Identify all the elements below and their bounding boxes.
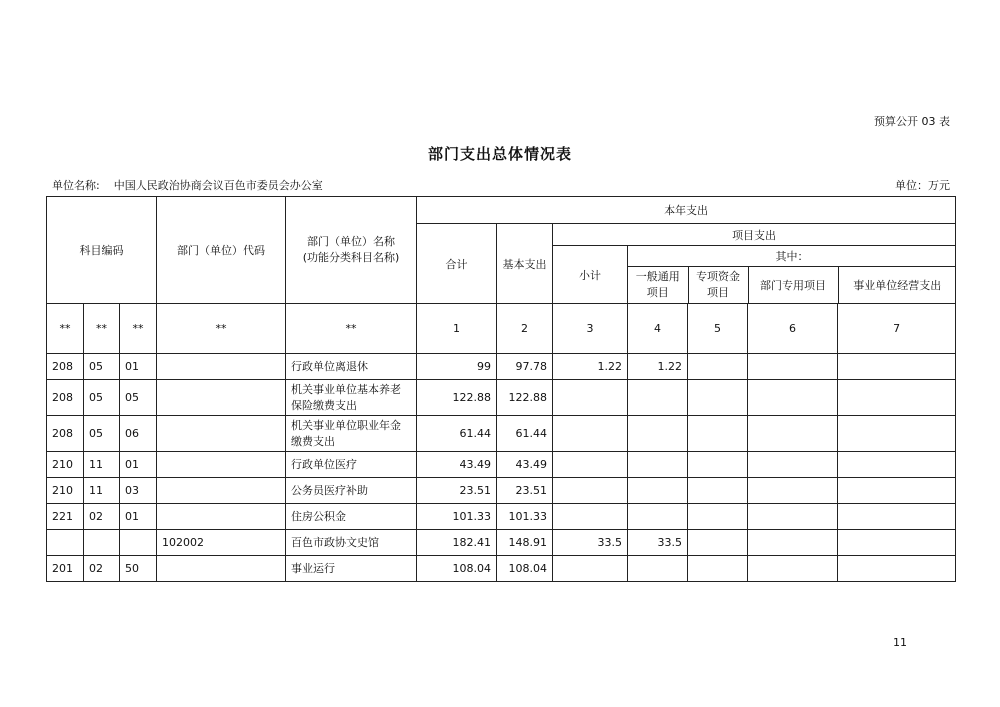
- table-row: [47, 478, 956, 504]
- column-number: 5: [688, 304, 748, 354]
- dept-name-cell: 公务员医疗补助: [286, 478, 417, 504]
- dept-name-cell: 行政单位离退休: [286, 354, 417, 380]
- dept-code-cell: [157, 416, 286, 452]
- business-cell: [838, 504, 956, 530]
- page-title: 部门支出总体情况表: [427, 145, 572, 163]
- subject-subitem-cell: [120, 530, 157, 556]
- total-cell: 101.33: [417, 504, 497, 530]
- money-unit: 单位：万元: [895, 179, 950, 192]
- header-dept-name-line1: 部门（单位）名称: [307, 235, 396, 248]
- header-general-line1: 一般通用: [635, 269, 680, 283]
- subtotal-cell: 33.5: [553, 530, 628, 556]
- dept-name-cell: 住房公积金: [286, 504, 417, 530]
- dept-name-cell: 行政单位医疗: [286, 452, 417, 478]
- dept-code-cell: [157, 354, 286, 380]
- basic-cell: 23.51: [497, 478, 553, 504]
- subject-item-cell: 05: [84, 354, 120, 380]
- subject-item-cell: 02: [84, 556, 120, 582]
- business-cell: [838, 416, 956, 452]
- dept-code-cell: [157, 556, 286, 582]
- general-project-cell: 33.5: [628, 530, 688, 556]
- general-project-cell: [628, 556, 688, 582]
- header-special-line2: 项目: [707, 285, 730, 299]
- subject-item-cell: 05: [84, 416, 120, 452]
- unit-name-label: 单位名称:: [52, 179, 100, 192]
- header-subject-code: 科目编码: [47, 197, 157, 304]
- subject-item-cell: [84, 530, 120, 556]
- dept-special-cell: [748, 556, 838, 582]
- basic-cell: 61.44: [497, 416, 553, 452]
- general-project-cell: [628, 504, 688, 530]
- header-dept-name-line2: (功能分类科目名称): [302, 251, 400, 264]
- general-project-cell: [628, 478, 688, 504]
- special-fund-cell: [688, 452, 748, 478]
- table-row: [47, 504, 956, 530]
- dept-name-cell: 机关事业单位职业年金缴费支出: [286, 416, 417, 452]
- header-special-fund: [688, 266, 748, 303]
- basic-cell: 122.88: [497, 380, 553, 416]
- subtotal-cell: [553, 380, 628, 416]
- column-number: 6: [748, 304, 838, 354]
- subject-item-cell: 05: [84, 380, 120, 416]
- subject-item-cell: 11: [84, 452, 120, 478]
- total-cell: 99: [417, 354, 497, 380]
- total-cell: 108.04: [417, 556, 497, 582]
- unit-name-value: 中国人民政治协商会议百色市委员会办公室: [113, 179, 323, 192]
- subtotal-cell: [553, 478, 628, 504]
- subject-item-cell: 02: [84, 504, 120, 530]
- business-cell: [838, 354, 956, 380]
- subject-subitem-cell: 50: [120, 556, 157, 582]
- subject-subitem-cell: 06: [120, 416, 157, 452]
- subtotal-cell: [553, 416, 628, 452]
- dept-code-cell: [157, 452, 286, 478]
- basic-cell: 148.91: [497, 530, 553, 556]
- header-dept-code: 部门（单位）代码: [157, 197, 286, 304]
- dept-code-cell: 102002: [157, 530, 286, 556]
- header-general-project: [628, 266, 688, 303]
- page-number: 11: [893, 636, 907, 649]
- special-fund-cell: [688, 530, 748, 556]
- dept-name-cell: 机关事业单位基本养老保险缴费支出: [286, 380, 417, 416]
- subject-subitem-cell: 03: [120, 478, 157, 504]
- marker-cell: **: [286, 304, 417, 354]
- special-fund-cell: [688, 478, 748, 504]
- total-cell: 182.41: [417, 530, 497, 556]
- total-cell: 43.49: [417, 452, 497, 478]
- general-project-cell: [628, 452, 688, 478]
- unit-name-line: [52, 177, 323, 193]
- column-number: 2: [497, 304, 553, 354]
- marker-cell: **: [47, 304, 84, 354]
- general-project-cell: [628, 416, 688, 452]
- header-general-line2: 项目: [646, 285, 669, 299]
- special-fund-cell: [688, 504, 748, 530]
- table-row: [47, 530, 956, 556]
- dept-code-cell: [157, 504, 286, 530]
- marker-cell: **: [157, 304, 286, 354]
- marker-cell: **: [120, 304, 157, 354]
- dept-special-cell: [748, 530, 838, 556]
- business-cell: [838, 452, 956, 478]
- dept-special-cell: [748, 380, 838, 416]
- header-dept-name: [286, 197, 417, 304]
- dept-name-cell: 事业运行: [286, 556, 417, 582]
- subject-class-cell: 210: [47, 452, 84, 478]
- basic-cell: 108.04: [497, 556, 553, 582]
- special-fund-cell: [688, 380, 748, 416]
- header-basic: 基本支出: [497, 224, 553, 304]
- total-cell: 23.51: [417, 478, 497, 504]
- table-row: [47, 354, 956, 380]
- total-cell: 122.88: [417, 380, 497, 416]
- dept-code-cell: [157, 380, 286, 416]
- marker-cell: **: [84, 304, 120, 354]
- total-cell: 61.44: [417, 416, 497, 452]
- subject-subitem-cell: 05: [120, 380, 157, 416]
- subject-class-cell: 201: [47, 556, 84, 582]
- basic-cell: 97.78: [497, 354, 553, 380]
- dept-special-cell: [748, 452, 838, 478]
- subtotal-cell: [553, 452, 628, 478]
- basic-cell: 101.33: [497, 504, 553, 530]
- subject-subitem-cell: 01: [120, 504, 157, 530]
- header-subtotal: 小计: [553, 246, 628, 304]
- subject-class-cell: 208: [47, 354, 84, 380]
- header-dept-special: 部门专用项目: [748, 266, 838, 303]
- table-row: [47, 380, 956, 416]
- subtotal-cell: [553, 504, 628, 530]
- column-number: 4: [628, 304, 688, 354]
- subject-subitem-cell: 01: [120, 354, 157, 380]
- subject-class-cell: [47, 530, 84, 556]
- column-number: 1: [417, 304, 497, 354]
- header-project: 项目支出: [553, 224, 956, 246]
- dept-special-cell: [748, 354, 838, 380]
- subject-subitem-cell: 01: [120, 452, 157, 478]
- general-project-cell: [628, 380, 688, 416]
- subject-class-cell: 208: [47, 416, 84, 452]
- subtotal-cell: 1.22: [553, 354, 628, 380]
- subject-class-cell: 210: [47, 478, 84, 504]
- header-business: 事业单位经营支出: [853, 278, 942, 292]
- general-project-cell: 1.22: [628, 354, 688, 380]
- special-fund-cell: [688, 354, 748, 380]
- basic-cell: 43.49: [497, 452, 553, 478]
- subject-class-cell: 221: [47, 504, 84, 530]
- dept-code-cell: [157, 478, 286, 504]
- header-special-line1: 专项资金: [696, 269, 741, 283]
- dept-special-cell: [748, 416, 838, 452]
- header-year-expense: 本年支出: [417, 197, 956, 224]
- dept-special-cell: [748, 478, 838, 504]
- header-total: 合计: [417, 224, 497, 304]
- business-cell: [838, 478, 956, 504]
- column-number: 3: [553, 304, 628, 354]
- dept-name-cell: 百色市政协文史馆: [286, 530, 417, 556]
- business-cell: [838, 380, 956, 416]
- business-cell: [838, 556, 956, 582]
- table-row: [47, 452, 956, 478]
- header-among-block: [628, 246, 956, 304]
- special-fund-cell: [688, 416, 748, 452]
- table-row: [47, 556, 956, 582]
- subtotal-cell: [553, 556, 628, 582]
- data-rows: [47, 354, 956, 582]
- table-row: [47, 416, 956, 452]
- subject-class-cell: 208: [47, 380, 84, 416]
- expense-table: [46, 196, 956, 582]
- form-number: 预算公开 03 表: [874, 115, 950, 128]
- dept-special-cell: [748, 504, 838, 530]
- header-among: 其中：: [628, 246, 956, 266]
- subject-item-cell: 11: [84, 478, 120, 504]
- special-fund-cell: [688, 556, 748, 582]
- column-number: 7: [838, 304, 956, 354]
- business-cell: [838, 530, 956, 556]
